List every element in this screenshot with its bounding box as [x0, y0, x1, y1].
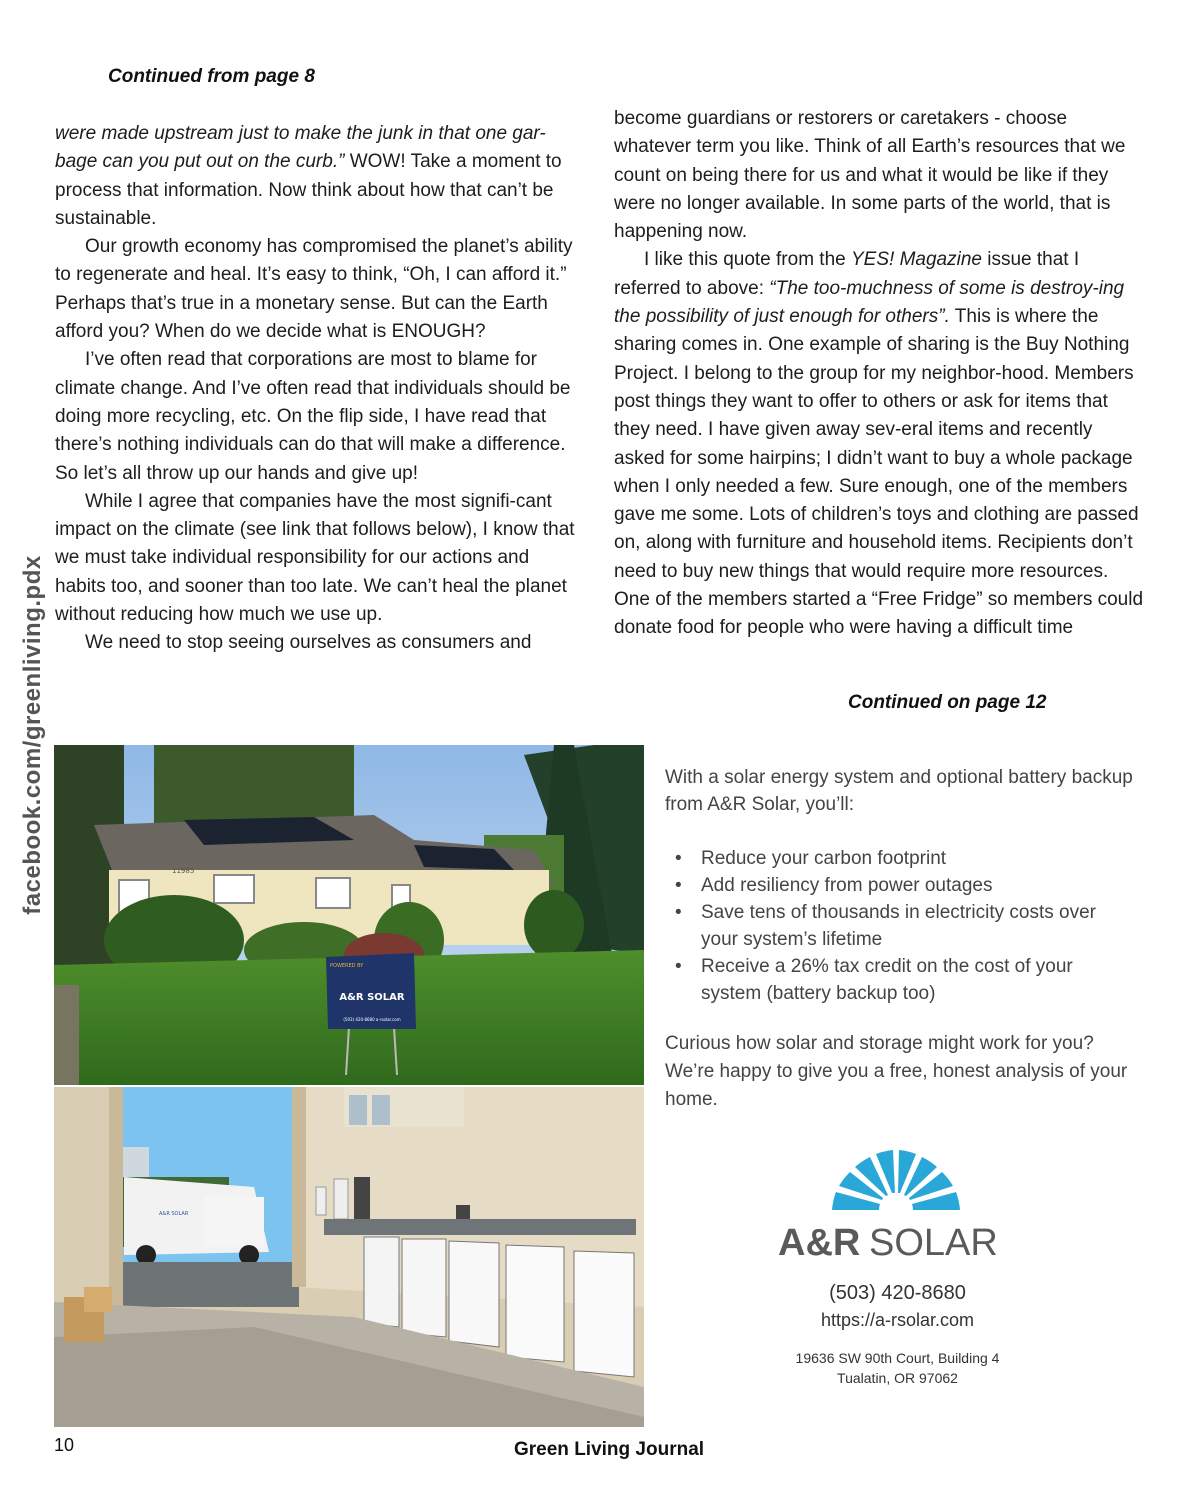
benefit-text: Reduce your carbon footprint — [701, 848, 947, 869]
paragraph-2: Our growth economy has compromised the planet’s ability to regenerate and heal. It’s easy to think, “Oh, I can afford it.” Perhaps that’s true in a monetary sense. But can the Earth afford you? When do we decide what is ENOUGH? — [55, 236, 573, 343]
ar-solar-logo — [776, 1148, 1021, 1263]
paragraph-7-b: issue that I referred to above: — [614, 249, 1080, 299]
article-left-column — [55, 120, 585, 658]
garage-battery-photo — [54, 1087, 644, 1427]
bullet: • — [675, 902, 682, 923]
sign-bottom-text: (503) 420-8680 a-rsolar.com — [343, 1017, 401, 1022]
ad-curious-text: Curious how solar and storage might work for you? We’re happy to give you a free, honest analysis of your home. — [665, 1033, 1128, 1110]
article-right-column — [614, 105, 1144, 643]
benefit-text: Save tens of thousands in electricity costs over your system’s lifetime — [701, 902, 1096, 950]
paragraph-5: We need to stop seeing ourselves as consumers and — [85, 632, 532, 654]
sun-icon — [832, 1150, 960, 1210]
list-item — [665, 953, 1135, 1007]
continued-on-label: Continued on page 12 — [848, 692, 1047, 713]
continued-from-label: Continued from page 8 — [108, 66, 315, 87]
house-solar-photo — [54, 745, 644, 1085]
sign-top-text: POWERED BY — [330, 963, 364, 969]
list-item — [665, 899, 1135, 953]
bullet: • — [675, 956, 682, 977]
benefit-text: Receive a 26% tax credit on the cost of your system (battery backup too) — [701, 956, 1073, 1004]
quote-italic: were made upstream just to make the junk in that one gar-bage can you put out on the curb.” — [55, 123, 546, 173]
ad-phone[interactable]: (503) 420-8680 — [829, 1282, 966, 1304]
bullet: • — [675, 848, 682, 869]
paragraph-1-rest: WOW! Take a moment to process that information. Now think about how that can’t be sustainable. — [55, 151, 562, 229]
magazine-quote: “The too-muchness of some is destroy-ing the possibility of just enough for others”. — [614, 277, 1125, 328]
ad-address-line-2: Tualatin, OR 97062 — [837, 1370, 958, 1386]
ad-benefits-list — [665, 845, 1135, 1007]
benefit-text: Add resiliency from power outages — [701, 875, 993, 896]
ad-intro-text: With a solar energy system and optional battery backup from A&R Solar, you’ll: — [665, 767, 1133, 815]
house-number: 11985 — [172, 867, 195, 875]
bullet: • — [675, 875, 682, 896]
journal-footer: Green Living Journal — [514, 1439, 705, 1460]
list-item — [665, 872, 1135, 899]
paragraph-1 — [55, 120, 585, 233]
sign-brand-text: A&R SOLAR — [339, 992, 405, 1003]
paragraph-7-a: I like this quote from the — [644, 249, 851, 271]
list-item — [665, 845, 1135, 872]
paragraph-4: While I agree that companies have the most signifi-cant impact on the climate (see link that follows below), I know that we must take individual responsibility for our actions and habits too, and sooner than too late. We can’t heal the planet without reducing how much we use up. — [55, 490, 575, 626]
paragraph-7 — [614, 246, 1144, 642]
paragraph-7-c: This is where the sharing comes in. One example of sharing is the Buy Nothing Project. I belong to the group for my neighbor-hood. Members post things they want to offer to others or ask for items that they need. I have given away sev-eral items and recently asked for some hairpins; I didn’t want to buy a whole package when I only needed a few. Sure enough, one of the members gave me some. Lots of children’s toys and clothing are passed on, along with furniture and household items. Recipients don’t need to buy new things that would require more resources. One of the members started a “Free Fridge” so members could donate food for people who were having a difficult time — [614, 306, 1144, 639]
page-number: 10 — [54, 1435, 75, 1455]
paragraph-6: become guardians or restorers or caretakers - choose whatever term you like. Think of all Earth’s resources that we count on being there for us and what it would be like if they were no longer available. In some parts of the world, that is happening now. — [614, 108, 1126, 243]
facebook-side-text — [6, 555, 60, 915]
facebook-side-label: facebook.com/greenliving.pdx — [19, 555, 46, 915]
ad-website-link[interactable]: https://a-rsolar.com — [820, 1310, 975, 1330]
paragraph-3: I’ve often read that corporations are most to blame for climate change. And I’ve often read that individuals should be doing more recycling, etc. On the flip side, I have read that there’s nothing individuals can do that will make a difference. So let’s all throw up our hands and give up! — [55, 349, 571, 484]
logo-text-bold: A&R — [778, 1222, 861, 1263]
logo-text-light: SOLAR — [869, 1222, 998, 1263]
ad-address-line-1: 19636 SW 90th Court, Building 4 — [795, 1350, 1000, 1366]
magazine-name: YES! Magazine — [851, 249, 982, 271]
van-brand-text: A&R SOLAR — [159, 1211, 189, 1217]
